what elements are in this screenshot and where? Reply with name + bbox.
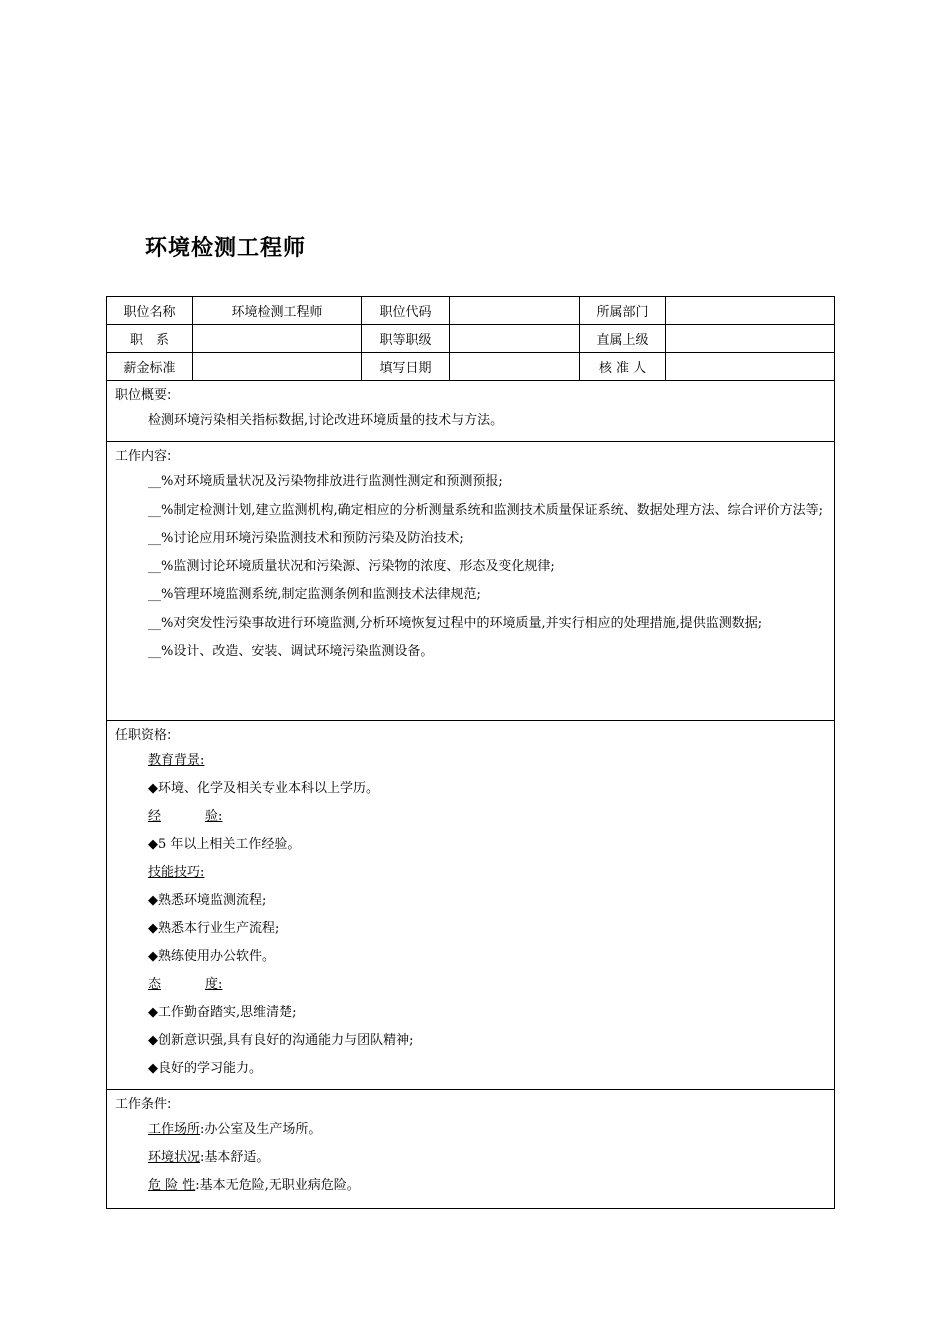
summary-section — [107, 381, 835, 442]
label-salary: 薪金标准 — [107, 353, 193, 381]
duty-item: __%设计、改造、安装、调试环境污染监测设备。 — [148, 644, 434, 659]
value-job-family[interactable] — [193, 325, 362, 353]
label-position-code: 职位代码 — [362, 297, 450, 325]
skill-item: ◆熟练使用办公软件。 — [148, 949, 275, 964]
condition-place: 工作场所:办公室及生产场所。 — [148, 1122, 322, 1137]
label-job-family: 职 系 — [107, 325, 193, 353]
duty-item: __%对环境质量状况及污染物排放进行监测性测定和预测预报; — [148, 474, 503, 489]
attitude-item: ◆工作勤奋踏实,思维清楚; — [148, 1005, 297, 1020]
duty-item: __%管理环境监测系统,制定监测条例和监测技术法律规范; — [148, 587, 481, 602]
label-position-name: 职位名称 — [107, 297, 193, 325]
summary-text: 检测环境污染相关指标数据,讨论改进环境质量的技术与方法。 — [148, 413, 504, 428]
value-fill-date[interactable] — [450, 353, 580, 381]
header-row — [107, 325, 835, 353]
education-label: 教育背景: — [148, 753, 205, 768]
attitude-label: 态 度: — [148, 977, 223, 992]
page-title: 环境检测工程师 — [145, 236, 307, 261]
header-row — [107, 353, 835, 381]
condition-hazard: 危 险 性:基本无危险,无职业病危险。 — [148, 1178, 360, 1193]
label-supervisor: 直属上级 — [580, 325, 666, 353]
value-approver[interactable] — [666, 353, 835, 381]
skills-label: 技能技巧: — [148, 865, 205, 880]
duty-item: __%监测讨论环境质量状况和污染源、污染物的浓度、形态及变化规律; — [148, 559, 555, 574]
value-position-name[interactable]: 环境检测工程师 — [193, 297, 362, 325]
value-salary[interactable] — [193, 353, 362, 381]
label-approver: 核 准 人 — [580, 353, 666, 381]
qualifications-section — [107, 721, 835, 1090]
duties-heading: 工作内容: — [115, 449, 172, 464]
label-grade: 职等职级 — [362, 325, 450, 353]
attitude-item: ◆创新意识强,具有良好的沟通能力与团队精神; — [148, 1033, 414, 1048]
value-department[interactable] — [666, 297, 835, 325]
duties-section — [107, 442, 835, 721]
summary-heading: 职位概要: — [115, 388, 172, 403]
experience-label: 经 验: — [148, 809, 223, 824]
qualifications-heading: 任职资格: — [115, 728, 172, 743]
experience-item: ◆5 年以上相关工作经验。 — [148, 837, 301, 852]
value-supervisor[interactable] — [666, 325, 835, 353]
value-position-code[interactable] — [450, 297, 580, 325]
conditions-heading: 工作条件: — [115, 1097, 172, 1112]
header-row — [107, 297, 835, 325]
duty-item: __%对突发性污染事故进行环境监测,分析环境恢复过程中的环境质量,并实行相应的处理措施,提供监测数据; — [148, 616, 763, 631]
attitude-item: ◆良好的学习能力。 — [148, 1061, 262, 1076]
condition-environment: 环境状况:基本舒适。 — [148, 1150, 270, 1165]
duty-item: __%讨论应用环境污染监测技术和预防污染及防治技术; — [148, 531, 464, 546]
education-item: ◆环境、化学及相关专业本科以上学历。 — [148, 781, 379, 796]
value-grade[interactable] — [450, 325, 580, 353]
skill-item: ◆熟悉本行业生产流程; — [148, 921, 280, 936]
skill-item: ◆熟悉环境监测流程; — [148, 893, 267, 908]
duty-item: __%制定检测计划,建立监测机构,确定相应的分析测量系统和监测技术质量保证系统、数据处理方法、综合评价方法等; — [148, 503, 823, 518]
conditions-section — [107, 1090, 835, 1209]
job-description-table — [106, 296, 835, 1209]
label-fill-date: 填写日期 — [362, 353, 450, 381]
label-department: 所属部门 — [580, 297, 666, 325]
